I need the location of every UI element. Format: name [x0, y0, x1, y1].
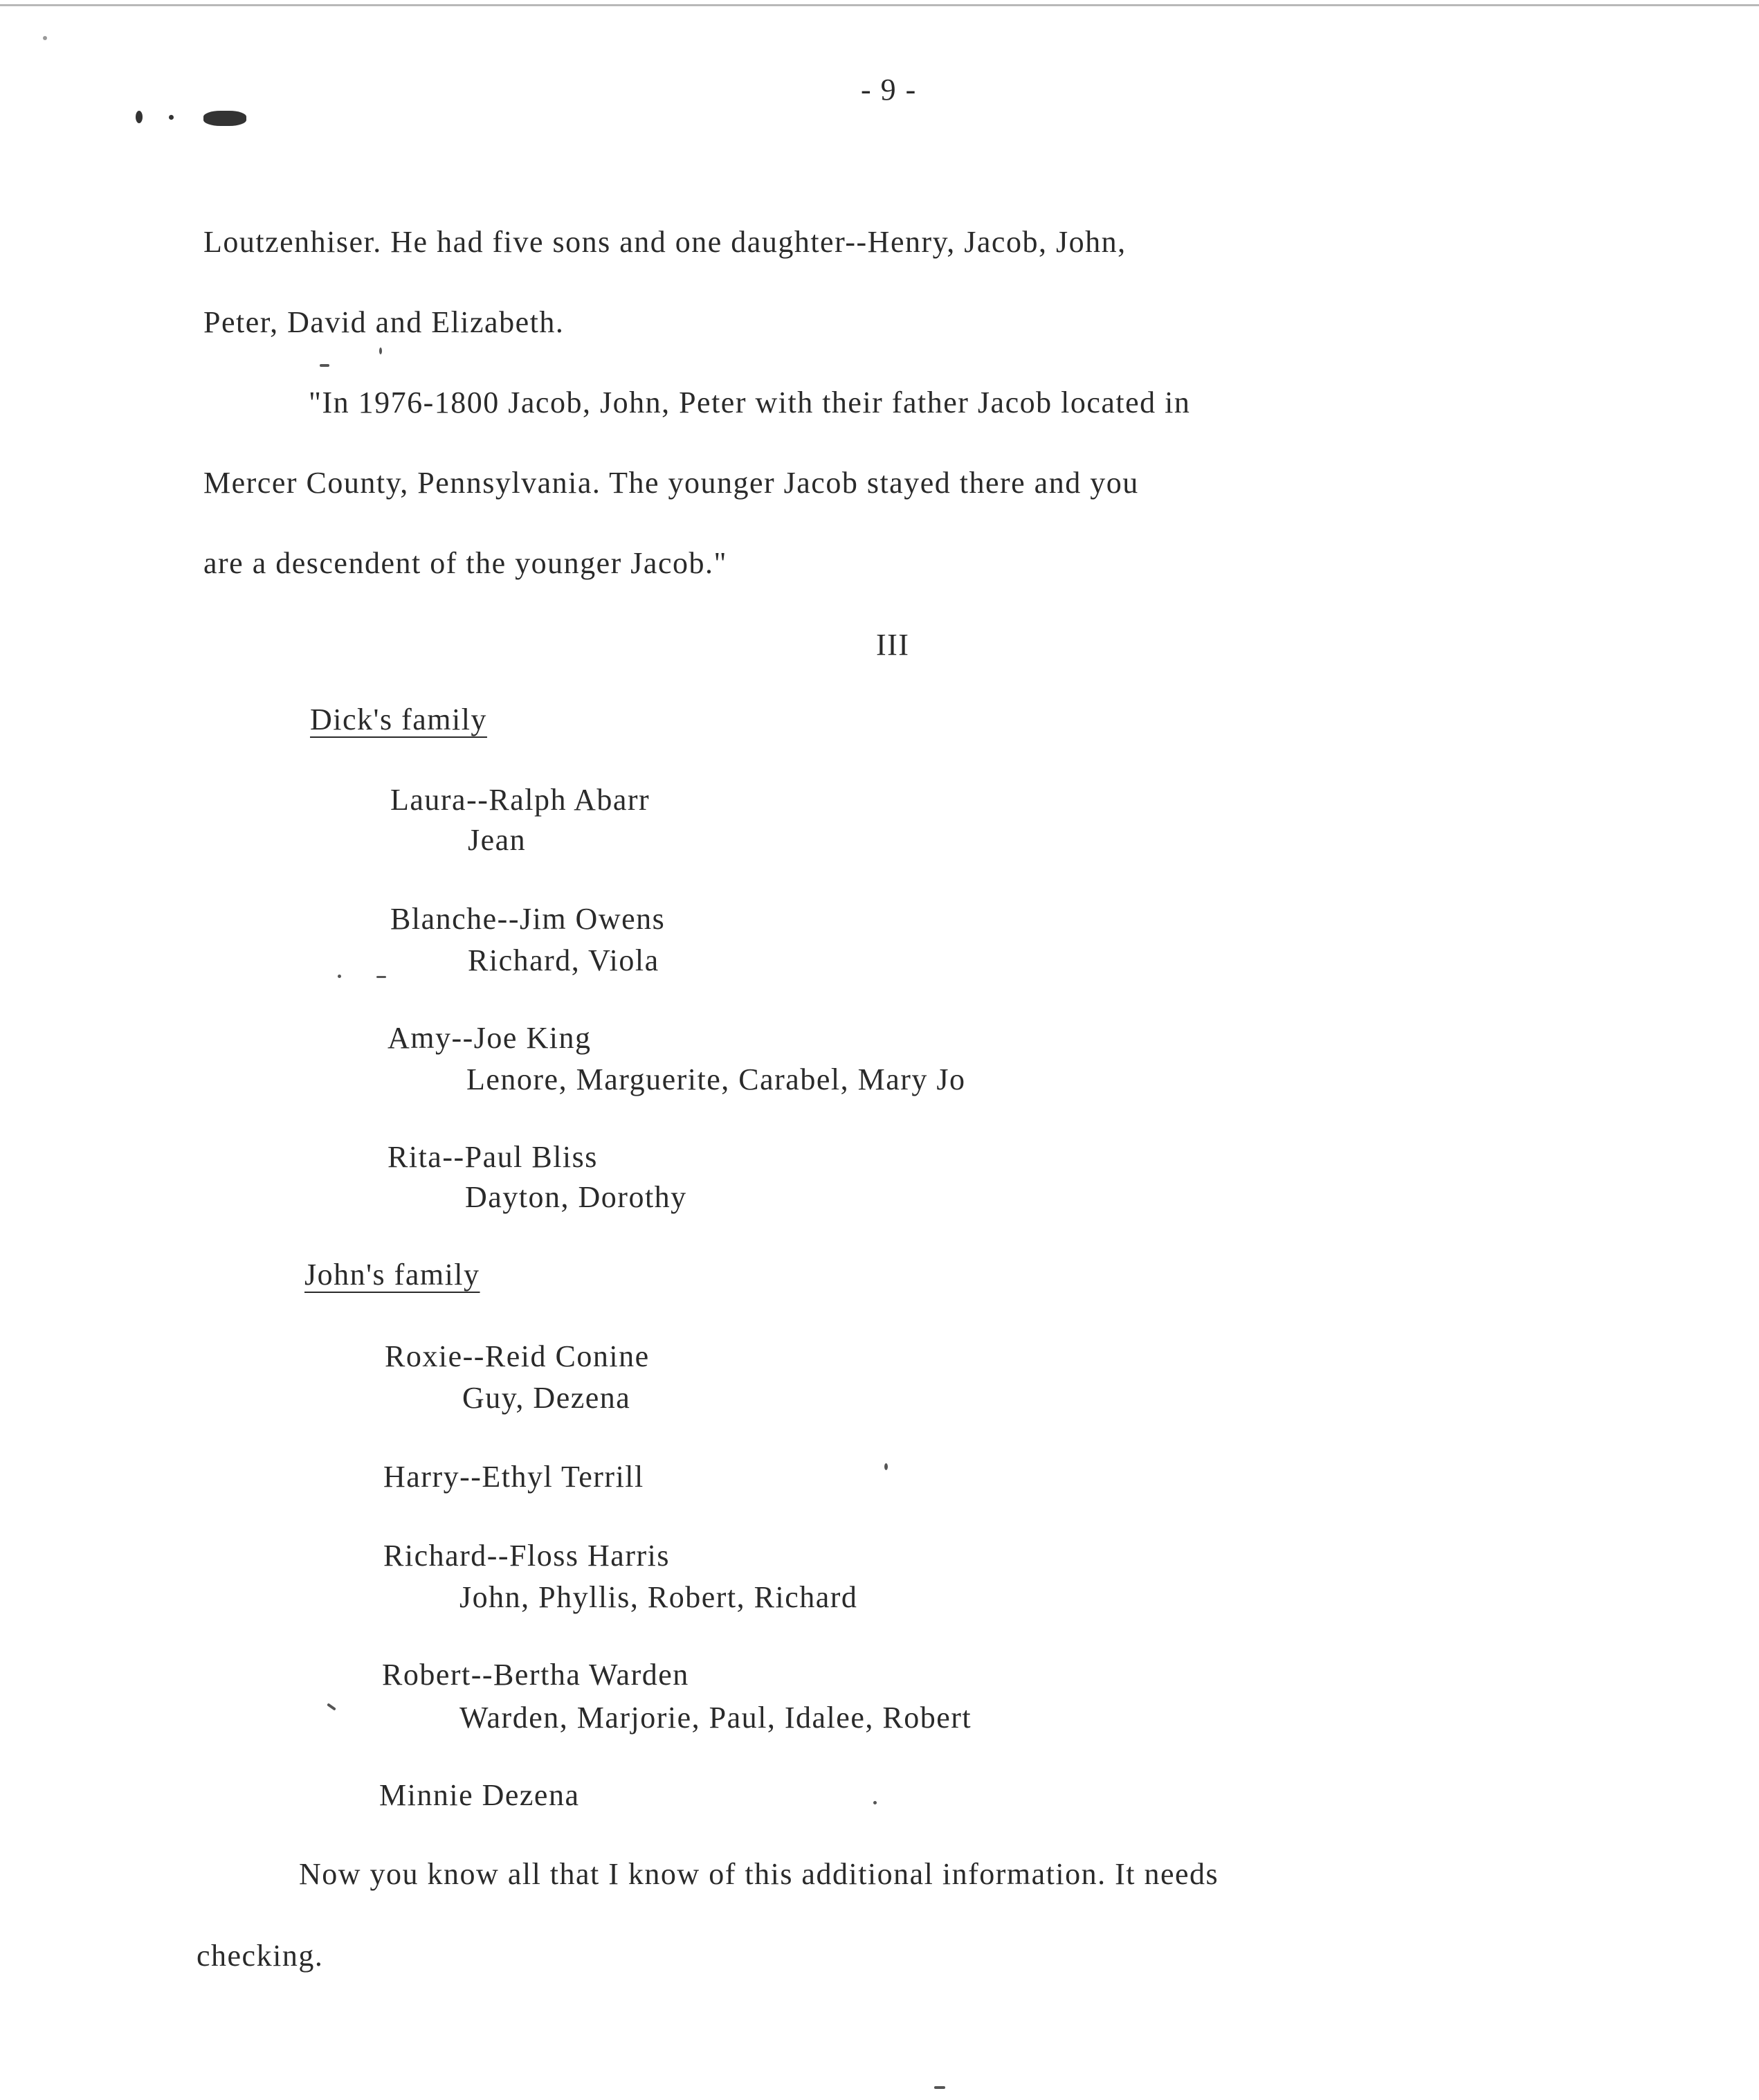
- family-couple: Roxie--Reid Conine: [385, 1339, 650, 1373]
- family-children: Richard, Viola: [468, 943, 659, 977]
- scan-speck: [884, 1463, 888, 1470]
- family-children: Lenore, Marguerite, Carabel, Mary Jo: [466, 1062, 966, 1096]
- family-children: Guy, Dezena: [462, 1381, 631, 1415]
- paragraph-line: Loutzenhiser. He had five sons and one daughter--Henry, Jacob, John,: [203, 225, 1127, 259]
- ink-blot: [203, 111, 246, 126]
- family-couple: Laura--Ralph Abarr: [390, 783, 650, 817]
- closing-line: checking.: [197, 1939, 324, 1973]
- scan-edge-line: [0, 4, 1759, 6]
- john-family-heading: John's family: [304, 1258, 480, 1292]
- dick-family-heading: Dick's family: [310, 703, 487, 736]
- scan-speck: [320, 364, 329, 367]
- family-children: Warden, Marjorie, Paul, Idalee, Robert: [459, 1701, 972, 1735]
- quote-line: "In 1976-1800 Jacob, John, Peter with their father Jacob located in: [309, 386, 1191, 419]
- quote-line: are a descendent of the younger Jacob.": [203, 546, 727, 580]
- page-number: - 9 -: [861, 73, 917, 107]
- scan-speck: [934, 2086, 945, 2089]
- closing-line: Now you know all that I know of this additional information. It needs: [299, 1857, 1219, 1891]
- scan-speck: [43, 36, 47, 40]
- family-children: Dayton, Dorothy: [465, 1180, 687, 1214]
- family-couple: Harry--Ethyl Terrill: [383, 1460, 644, 1494]
- family-couple: Richard--Floss Harris: [383, 1539, 670, 1573]
- family-couple: Minnie Dezena: [379, 1778, 580, 1812]
- scan-speck: [338, 975, 341, 978]
- family-children: Jean: [468, 823, 527, 857]
- quote-line: Mercer County, Pennsylvania. The younger Jacob stayed there and you: [203, 466, 1139, 500]
- family-children: John, Phyllis, Robert, Richard: [459, 1580, 858, 1614]
- family-couple: Amy--Joe King: [388, 1021, 592, 1055]
- ink-speck: [169, 115, 174, 120]
- family-couple: Robert--Bertha Warden: [382, 1658, 689, 1692]
- paragraph-line: Peter, David and Elizabeth.: [203, 305, 565, 339]
- scan-speck: [376, 976, 386, 978]
- ink-speck: [136, 111, 143, 123]
- scan-speck: [327, 1703, 336, 1710]
- scan-speck: [873, 1801, 877, 1804]
- family-couple: Rita--Paul Bliss: [388, 1140, 598, 1174]
- section-number: III: [876, 628, 910, 662]
- family-couple: Blanche--Jim Owens: [390, 902, 666, 936]
- scan-speck: [379, 347, 382, 354]
